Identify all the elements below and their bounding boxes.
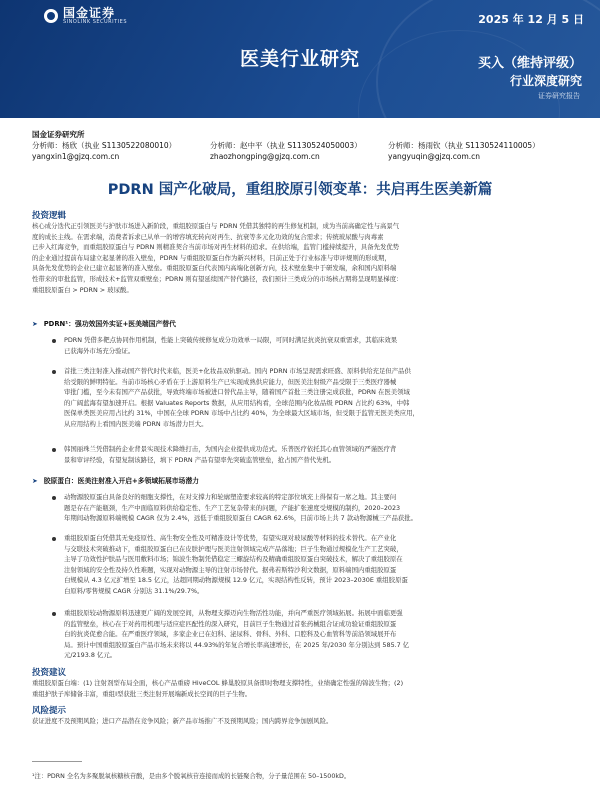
analyst-1 <box>32 140 176 162</box>
pdrn-bullet-3: 韩国丽珠兰凭借制药企业背景实现技术降维打击，为国内企业提供成功范式。乐普医疗依托其心血管领域的严谨医疗背 景和审评经验，有望复制该路径，填下 PDRN 产品有望率先突破监管壁垒，抢占国产替代先机。 <box>64 445 397 464</box>
arrow-right-icon: ➤ <box>32 477 38 485</box>
report-header <box>0 0 600 118</box>
research-institute: 国金证券研究所 <box>32 130 85 139</box>
risk-text: 获证进度不及预期风险；进口产品潜在竞争风险；新产品市场推广不及预期风险；国内跨界竞争加剧风险。 <box>32 717 333 725</box>
investment-logic-heading: 投资逻辑 <box>32 211 67 221</box>
analyst-1-credential: 分析师：杨欣（执业 S1130522080010） <box>32 141 177 150</box>
pdrn-section-title: ➤ PDRN¹：强功效国外实证+医美端国产替代 <box>32 320 176 328</box>
bullet-icon <box>52 448 56 452</box>
analyst-2-email[interactable]: zhaozhongping@gjzq.com.cn <box>210 152 320 161</box>
pdrn-bullet-2: 首批三类注射准入推动国产替代时代来临，医美+化妆品双轨驱动。国内 PDRN 市场呈现需求旺盛、原料供给充足但产品供 给受限的鲜明特征。当前市场核心矛盾在于上游原料生产已实现成熟供应能力，但医美注射级产品受限于三类医疗器械 审批门槛，至今未有国产产品获批，导致终端市场被进口替代品主导，随着国产首批三类注册完成获批，PDRN 在医美领域 的广阔蓝海有望加速开启。根据 Valuates Reports 数据，从应用结构看，全球范围内化妆品级 PDRN 占比约 63%，中韩 医保单类医美应用占比约 31%，中国在全球 PDRN 市场中占比约 40%，为全球最大区域市场，但受限于监管无医美类应用， 从应用结构上看国内医美端 PDRN 市场潜力巨大。 <box>64 367 419 428</box>
logo-english-name: SINOLINK SECURITIES <box>63 19 127 25</box>
bullet-icon <box>52 370 56 374</box>
footnote-divider <box>32 761 82 762</box>
bullet-icon <box>52 537 56 541</box>
investment-advice-heading: 投资建议 <box>32 668 67 678</box>
footnote: ¹注：PDRN 全名为多聚脱氧核糖核苷酸，是由多个脱氧核苷连接而成的长链聚合物，分子量范围在 50–1500kD。 <box>32 773 351 780</box>
analyst-3 <box>388 140 540 162</box>
analyst-2 <box>210 140 362 162</box>
bullet-icon <box>52 339 56 343</box>
logo-icon <box>44 9 58 23</box>
collagen-bullet-2: 重组胶原蛋白凭借其无免疫原性、高生物安全性及可精准设计等优势，有望实现对玻尿酸等材料的技术替代。在产业化 与交联技术突破推动下，重组胶原蛋白已在皮肤护理与医美注射领域完成产品落地；巨子生物通过规模化生产工艺突破， 主导了功效性护肤品与医用敷料市场；锦波生物制凭借稳定三螺旋结构及精确重组胶原蛋白突破技术，解决了重组胶原在 注射领域的安全性及持久性难题，实现对动物源主导的注射市场替代。据弗若斯特沙利文数据，原料端国内重组胶原蛋 白规模从 4.3 亿元扩增至 18.5 亿元，达超同期动物源规模 12.9 亿元，实现结构性反转，预计 2023–2030E 重组胶原蛋 白原料/零售规模 CAGR 分别达 31.1%/29.7%。 <box>64 534 408 595</box>
collagen-bullet-1: 动物源胶原蛋白具备良好的细胞支撑性，在对支撑力和轮廓塑造要求较高的特定部位填充上得保有一席之地。其主要问 题是存在产能瓶颈，生产中面临原料供给稳定性、生产工艺复杂带来的问题，产能扩张速度受规模的制约，2020–2023 年期间动物源原料端规模 CAGR 仅为 2.4%，远低于重组胶原蛋白 CAGR 62.6%，目前市场上共 7 款动物源械三产品获批。 <box>64 493 418 523</box>
logo-name: 国金证券 <box>63 6 116 20</box>
report-category-title: 医美行业研究 <box>239 48 360 70</box>
report-type: 行业深度研究 <box>509 74 582 88</box>
collagen-section-title: ➤ 胶原蛋白：医美注射准入开启+多领域拓展市场潜力 <box>32 477 199 485</box>
bullet-icon <box>52 612 56 616</box>
bullet-icon <box>52 496 56 500</box>
risk-heading: 风险提示 <box>32 706 67 716</box>
investment-advice-text: 重组胶原蛋白端：(1) 注射剂型布局全面，核心产品重磅 HiveCOL 蜂巢胶原具备即时物理支撑特性，业绩确定性强的锦波生物；(2) 重组护肤子库储备丰富，重组Ⅰ型获批三类注射开展端新成长空间的巨子生物。 <box>32 679 404 698</box>
report-main-title: PDRN 国产化破局，重组胶原引领变革：共启再生医美新篇 <box>107 182 493 198</box>
company-logo <box>44 7 127 25</box>
collagen-bullet-3: 重组胶原较动物源原料迅速更广阔的发展空间，从物理支撑迈向生物活性功能，并向严重医疗领域拓展。拓展中面临更强 的监管壁垒，核心在于对药用机理与适应症匹配性的深入研究，目前巨子生物通过首张药械组合证成功验证重组胶原蛋 白的抗炎促愈合能。在严重医疗领域，多家企业已在妇科、泌尿科、骨科、外科、口腔科及心血管科等前沿领域展开布 局。预计中国重组胶原蛋白产品市场未来将以 44.93%的年复合增长率高速增长，在 2025 年/2030 年分别达到 585.7 亿 元/2193.8 亿元。 <box>64 609 410 660</box>
arrow-right-icon: ➤ <box>32 320 38 328</box>
analyst-3-email[interactable]: yangyuqin@gjzq.com.cn <box>388 152 481 161</box>
investment-logic-intro: 核心成分迭代正引领医美与护肤市场进入新阶段，重组胶原蛋白与 PDRN 凭借其独特的再生修复机制，成为当前高确定性与高景气 度的成长主线。在需求端，消费者诉求已从单一的增容填充转向对再生、抗衰等多元化功效的复合需求；传统玻尿酸与肉毒素 已步入红海竞争，而重组胶原蛋白与 PDRN 则精准契合当前市场对再生材料的追求。在供给端，监管门槛持续提升，具备先发优势 的企业通过提前布局建立起显著的准入壁垒，PDRN 与重组胶原蛋白作为新兴材料，目前正处于行业标准与审评规则的形成期， 具备先发优势的企业已建立起显著的准入壁垒。重组胶原蛋白代表国内高端化创新方向，技术壁垒集中于研发端，余和国内原料端 性带来的审批监管，形成技术+监管双重壁垒；PDRN 则有望延续国产替代路径，我们预计三类成分的市场核占期将呈现明显梯度： 重组胶原蛋白 > PDRN > 玻尿酸。 <box>32 222 403 294</box>
report-subtype: 证券研究报告 <box>538 92 580 100</box>
rating-label: 买入（维持评级） <box>477 56 582 71</box>
analyst-1-email[interactable]: yangxin1@gjzq.com.cn <box>32 152 120 161</box>
analyst-2-credential: 分析师：赵中平（执业 S1130524050003） <box>210 141 362 150</box>
report-date: 2025 年 12 月 5 日 <box>478 13 584 26</box>
analyst-3-credential: 分析师：杨雨钦（执业 S1130524110005） <box>388 141 540 150</box>
pdrn-bullet-1: PDRN 凭借多靶点协同作用机制，性能上突破传统修复成分功效单一局限，可同时满足抗炎抗衰双重需求，其临床效果 已获海外市场充分验证。 <box>64 336 398 355</box>
